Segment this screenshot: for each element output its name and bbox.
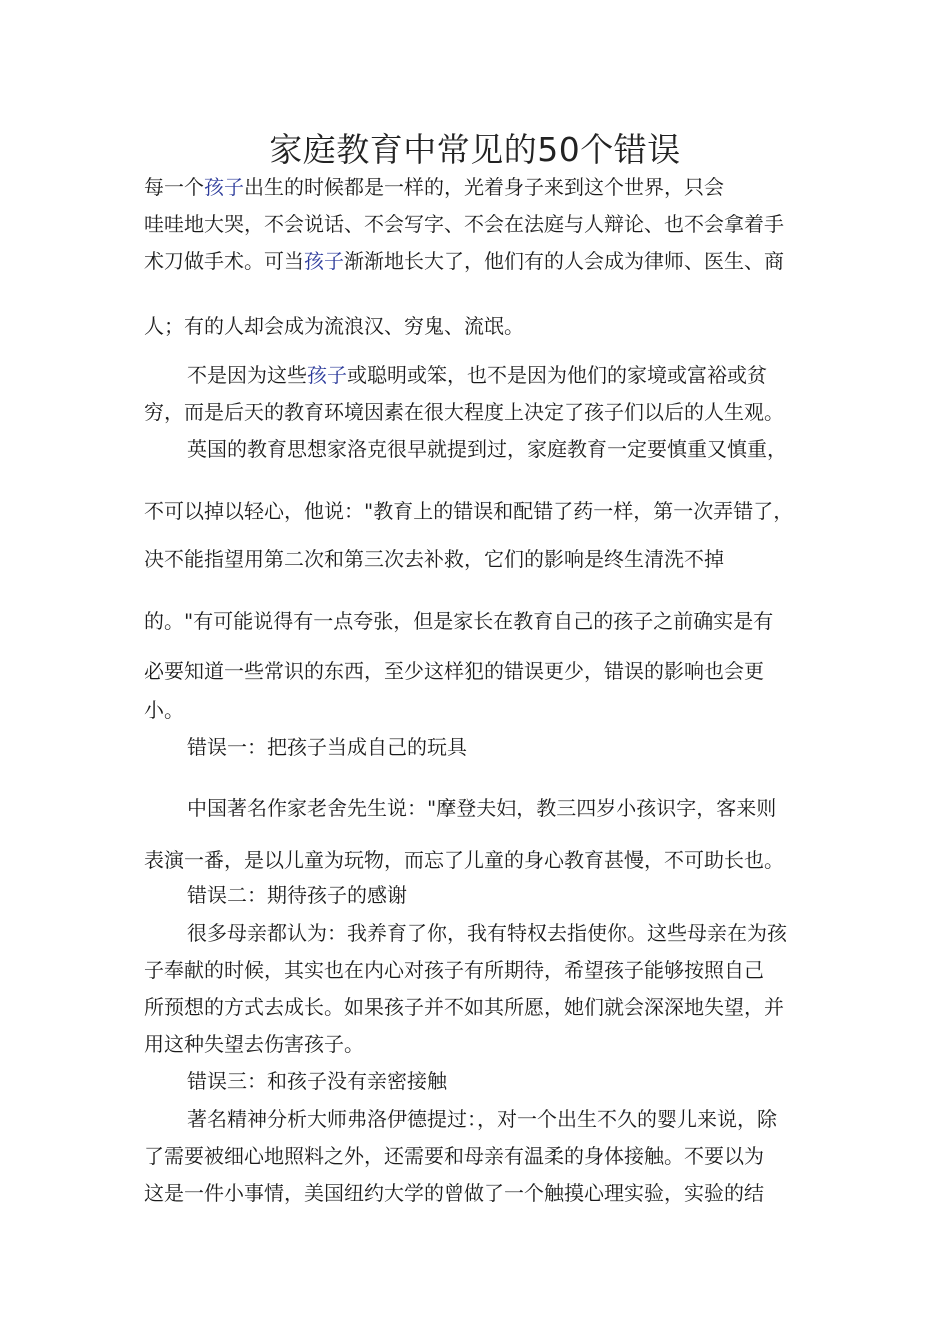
paragraph-line xyxy=(187,360,824,390)
document-title: 家庭教育中常见的50个错误 xyxy=(269,130,681,169)
paragraph-line xyxy=(144,246,824,276)
link-haizi[interactable]: 孩子 xyxy=(304,249,344,273)
paragraph-line: 哇哇地大哭，不会说话、不会写字、不会在法庭与人辩论、也不会拿着手 xyxy=(144,212,784,236)
link-haizi[interactable]: 孩子 xyxy=(307,363,347,387)
paragraph-line: 很多母亲都认为：我养育了你，我有特权去指使你。这些母亲在为孩 xyxy=(187,921,787,945)
paragraph-line: 必要知道一些常识的东西，至少这样犯的错误更少，错误的影响也会更 xyxy=(144,659,764,683)
text-run: 渐渐地长大了，他们有的人会成为律师、医生、商 xyxy=(344,249,784,273)
paragraph-line: 用这种失望去伤害孩子。 xyxy=(144,1032,364,1056)
text-run: 或聪明或笨，也不是因为他们的家境或富裕或贫 xyxy=(347,363,767,387)
paragraph-line: 小。 xyxy=(144,698,184,722)
link-haizi[interactable]: 孩子 xyxy=(204,175,244,199)
paragraph-line: 子奉献的时候，其实也在内心对孩子有所期待，希望孩子能够按照自己 xyxy=(144,958,764,982)
paragraph-line: 了需要被细心地照料之外，还需要和母亲有温柔的身体接触。不要以为 xyxy=(144,1144,764,1168)
text-run: 出生的时候都是一样的，光着身子来到这个世界，只会 xyxy=(244,175,724,199)
paragraph-line xyxy=(144,172,824,202)
section-heading: 错误二：期待孩子的感谢 xyxy=(187,883,407,907)
paragraph-line: 中国著名作家老舍先生说："摩登夫妇，教三四岁小孩识字，客来则 xyxy=(187,796,777,820)
section-heading: 错误三：和孩子没有亲密接触 xyxy=(187,1069,447,1093)
paragraph-line: 的。"有可能说得有一点夸张，但是家长在教育自己的孩子之前确实是有 xyxy=(144,609,774,633)
paragraph-line: 穷，而是后天的教育环境因素在很大程度上决定了孩子们以后的人生观。 xyxy=(144,400,784,424)
text-run: 不是因为这些 xyxy=(187,363,307,387)
paragraph-line: 决不能指望用第二次和第三次去补救，它们的影响是终生清洗不掉 xyxy=(144,547,724,571)
text-run: 术刀做手术。可当 xyxy=(144,249,304,273)
paragraph-line: 所预想的方式去成长。如果孩子并不如其所愿，她们就会深深地失望，并 xyxy=(144,995,784,1019)
paragraph-line: 不可以掉以轻心，他说："教育上的错误和配错了药一样，第一次弄错了， xyxy=(144,499,794,523)
paragraph-line: 人；有的人却会成为流浪汉、穷鬼、流氓。 xyxy=(144,314,524,338)
paragraph-line: 这是一件小事情，美国纽约大学的曾做了一个触摸心理实验，实验的结 xyxy=(144,1181,764,1205)
paragraph-line: 英国的教育思想家洛克很早就提到过，家庭教育一定要慎重又慎重， xyxy=(187,437,787,461)
paragraph-line: 著名精神分析大师弗洛伊德提过：，对一个出生不久的婴儿来说，除 xyxy=(187,1107,777,1131)
text-run: 每一个 xyxy=(144,175,204,199)
paragraph-line: 表演一番，是以儿童为玩物，而忘了儿童的身心教育甚慢，不可助长也。 xyxy=(144,848,784,872)
section-heading: 错误一：把孩子当成自己的玩具 xyxy=(187,735,467,759)
